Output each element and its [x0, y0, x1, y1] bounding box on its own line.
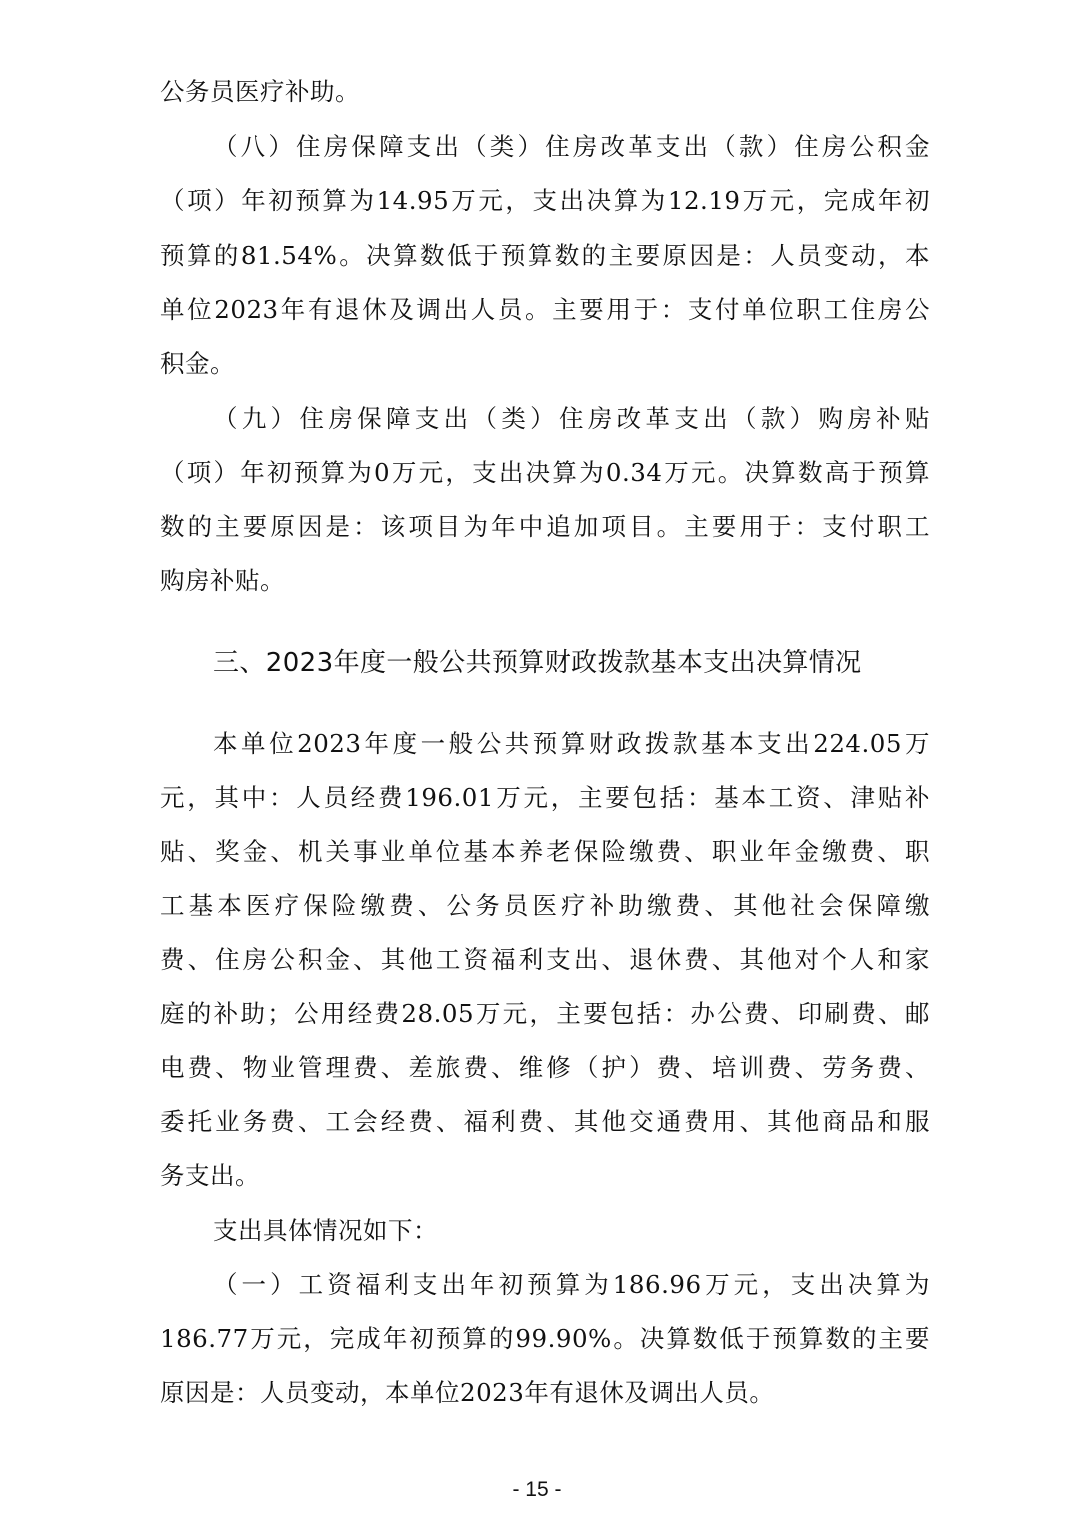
- body-text-line: 公务员医疗补助。: [160, 77, 360, 106]
- body-text-line: 工基本医疗保险缴费、公务员医疗补助缴费、其他社会保障缴: [160, 891, 930, 920]
- body-text-line: （一）工资福利支出年初预算为186.96万元，支出决算为: [213, 1270, 930, 1299]
- page-number: - 15 -: [512, 1478, 562, 1501]
- body-text-line: 本单位2023年度一般公共预算财政拨款基本支出224.05万: [213, 729, 930, 758]
- body-text-line: （项）年初预算为14.95万元，支出决算为12.19万元，完成年初: [160, 186, 930, 215]
- body-text-line: 186.77万元，完成年初预算的99.90%。决算数低于预算数的主要: [160, 1324, 930, 1353]
- body-text-line: 委托业务费、工会经费、福利费、其他交通费用、其他商品和服: [160, 1107, 930, 1136]
- body-text-line: 贴、奖金、机关事业单位基本养老保险缴费、职业年金缴费、职: [160, 837, 930, 866]
- body-text-line: 务支出。: [160, 1161, 260, 1190]
- body-text-line: 庭的补助；公用经费28.05万元，主要包括：办公费、印刷费、邮: [160, 999, 930, 1028]
- body-text-line: 积金。: [160, 349, 235, 378]
- body-text-line: （项）年初预算为0万元，支出决算为0.34万元。决算数高于预算: [160, 458, 930, 487]
- body-text-line: （九）住房保障支出（类）住房改革支出（款）购房补贴: [213, 404, 930, 433]
- body-text-line: 支出具体情况如下：: [213, 1216, 438, 1245]
- body-text-line: 数的主要原因是：该项目为年中追加项目。主要用于：支付职工: [160, 512, 930, 541]
- body-text-line: 电费、物业管理费、差旅费、维修（护）费、培训费、劳务费、: [160, 1053, 930, 1082]
- body-text-line: 单位2023年有退休及调出人员。主要用于：支付单位职工住房公: [160, 295, 930, 324]
- body-text-line: 购房补贴。: [160, 566, 285, 595]
- body-text-line: 元，其中：人员经费196.01万元，主要包括：基本工资、津贴补: [160, 783, 930, 812]
- body-text-line: 预算的81.54%。决算数低于预算数的主要原因是：人员变动，本: [160, 241, 930, 270]
- section-heading: 三、2023年度一般公共预算财政拨款基本支出决算情况: [213, 648, 862, 678]
- body-text-line: 原因是：人员变动，本单位2023年有退休及调出人员。: [160, 1378, 775, 1407]
- body-text-line: （八）住房保障支出（类）住房改革支出（款）住房公积金: [213, 132, 930, 161]
- body-text-line: 费、住房公积金、其他工资福利支出、退休费、其他对个人和家: [160, 945, 930, 974]
